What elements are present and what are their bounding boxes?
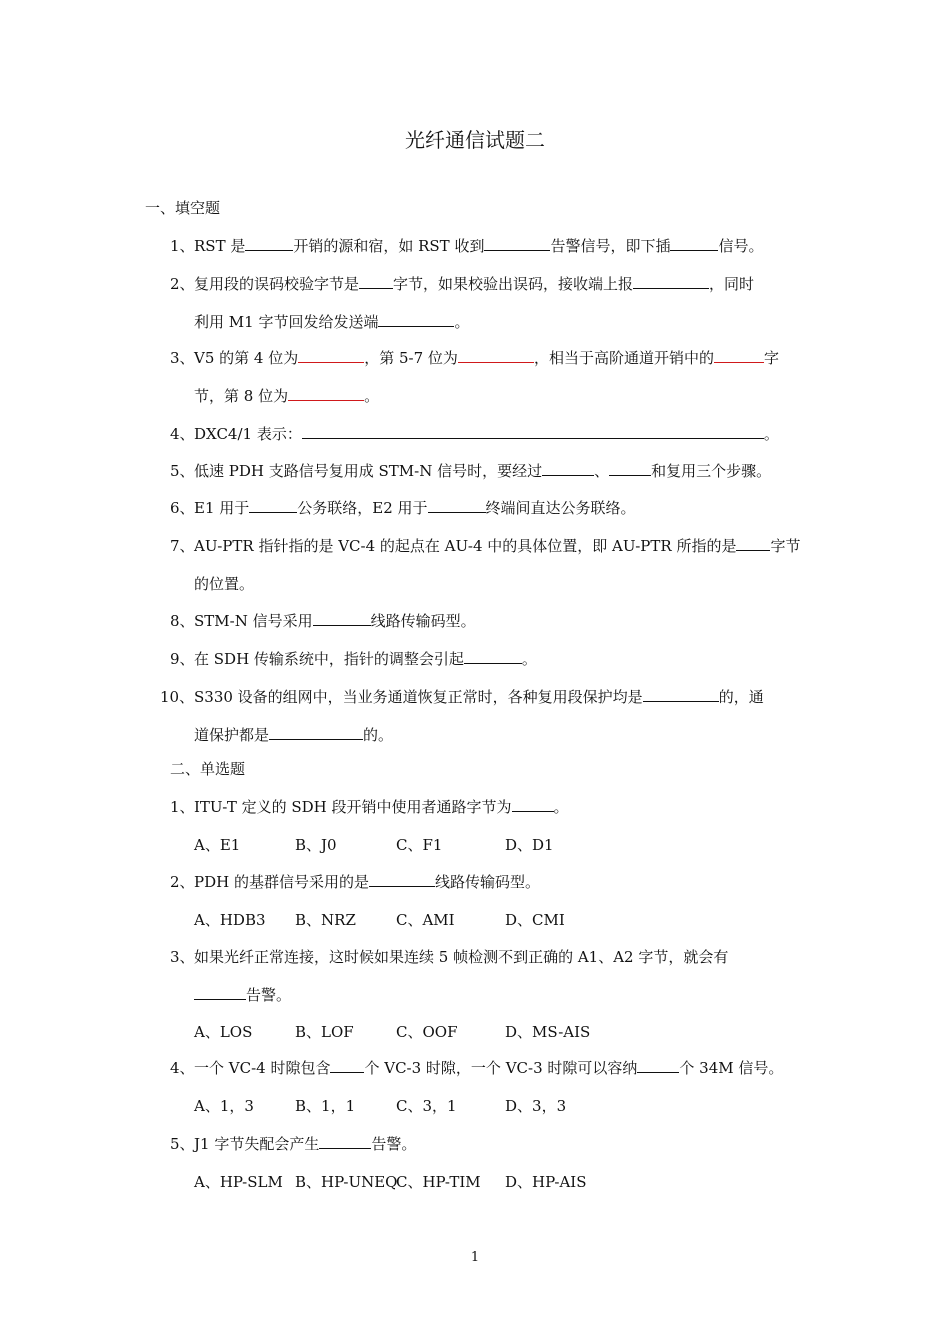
question-text: 。 <box>553 798 569 816</box>
question-text: 利用 M1 字节回发给发送端 <box>194 312 379 331</box>
answer-blank[interactable] <box>245 236 293 251</box>
question-text: 。 <box>364 386 380 405</box>
question-text: RST 是 <box>194 237 246 255</box>
option-d[interactable]: D、3，3 <box>505 1096 567 1115</box>
answer-blank[interactable] <box>269 725 363 740</box>
question-number: 10、 <box>160 688 195 706</box>
answer-blank[interactable] <box>484 236 550 251</box>
question-text: 告警。 <box>371 1135 417 1153</box>
question-text: ，相当于高阶通道开销中的 <box>533 349 714 367</box>
question-text: S330 设备的组网中，当业务通道恢复正常时，各种复用段保护均是 <box>194 688 643 706</box>
answer-blank[interactable] <box>609 461 651 476</box>
question-text: 告警。 <box>246 985 292 1004</box>
answer-blank[interactable] <box>736 536 770 551</box>
question-text: 和复用三个步骤。 <box>651 462 772 480</box>
question-number: 9、 <box>170 650 195 668</box>
question-text: 。 <box>763 425 779 443</box>
question-number: 1、 <box>170 798 195 816</box>
answer-blank[interactable] <box>670 236 718 251</box>
option-d[interactable]: D、MS-AIS <box>505 1023 591 1041</box>
question-line <box>194 611 476 631</box>
question-number: 5、 <box>170 462 195 480</box>
question-text: 字 <box>763 349 779 367</box>
question-number: 3、 <box>170 948 195 966</box>
answer-blank[interactable] <box>378 312 454 327</box>
document-title: 光纤通信试题二 <box>405 128 545 152</box>
answer-blank[interactable] <box>512 797 554 812</box>
section-heading: 一、填空题 <box>145 199 221 217</box>
question-text: DXC4/1 表示： <box>194 425 302 443</box>
question-continuation <box>194 574 254 594</box>
option-b[interactable]: B、J0 <box>295 835 337 854</box>
question-text: 的，通 <box>718 688 764 706</box>
question-text: 开销的源和宿，如 RST 收到 <box>293 237 485 255</box>
question-text: 的位置。 <box>194 574 255 593</box>
question-continuation <box>194 386 379 406</box>
question-number: 6、 <box>170 499 195 517</box>
question-text: 个 34M 信号。 <box>679 1059 784 1077</box>
answer-blank[interactable] <box>714 348 764 363</box>
question-continuation <box>194 985 291 1005</box>
question-line <box>194 536 800 556</box>
question-text: 字节 <box>770 537 801 555</box>
question-number: 2、 <box>170 275 195 293</box>
question-line <box>194 649 537 669</box>
answer-blank[interactable] <box>633 274 709 289</box>
question-line <box>194 236 764 256</box>
question-number: 5、 <box>170 1135 195 1153</box>
question-text: 、 <box>594 462 610 480</box>
answer-blank[interactable] <box>249 498 297 513</box>
question-continuation <box>194 312 469 332</box>
answer-blank[interactable] <box>298 348 364 363</box>
question-text: AU-PTR 指针指的是 VC-4 的起点在 AU-4 中的具体位置，即 AU-PTR 所指的是 <box>194 537 737 555</box>
option-b[interactable]: B、LOF <box>295 1023 354 1041</box>
question-text: 复用段的误码校验字节是 <box>194 275 360 293</box>
question-number: 8、 <box>170 612 195 630</box>
answer-blank[interactable] <box>643 687 719 702</box>
question-text: STM-N 信号采用 <box>194 612 313 630</box>
question-text: 公务联络，E2 用于 <box>297 499 428 517</box>
question-text: 告警信号，即下插 <box>550 237 671 255</box>
question-text: E1 用于 <box>194 499 250 517</box>
option-d[interactable]: D、CMI <box>505 910 565 929</box>
question-text: ITU-T 定义的 SDH 段开销中使用者通路字节为 <box>194 798 512 816</box>
question-number: 1、 <box>170 237 195 255</box>
question-line <box>194 687 764 707</box>
question-line <box>194 1058 783 1078</box>
option-c[interactable]: C、3，1 <box>396 1096 457 1115</box>
question-text: 道保护都是 <box>194 725 270 744</box>
question-line <box>194 498 636 518</box>
question-text: PDH 的基群信号采用的是 <box>194 873 369 891</box>
option-b[interactable]: B、HP-UNEQ <box>295 1172 398 1191</box>
option-b[interactable]: B、1，1 <box>295 1096 356 1115</box>
question-text: 信号。 <box>718 237 764 255</box>
question-line <box>194 424 779 444</box>
answer-blank[interactable] <box>288 386 364 401</box>
answer-blank[interactable] <box>458 348 534 363</box>
question-text: 字节，如果校验出误码，接收端上报 <box>393 275 634 293</box>
option-c[interactable]: C、OOF <box>396 1023 458 1041</box>
option-b[interactable]: B、NRZ <box>295 910 356 929</box>
question-line <box>194 797 569 817</box>
option-a[interactable]: A、LOS <box>194 1023 253 1041</box>
question-text: ，同时 <box>709 275 755 293</box>
question-text: 节，第 8 位为 <box>194 386 289 405</box>
answer-blank[interactable] <box>428 498 486 513</box>
answer-blank[interactable] <box>194 985 246 1000</box>
section-heading: 二、单选题 <box>170 760 246 778</box>
question-continuation <box>194 725 393 745</box>
option-c[interactable]: C、HP-TIM <box>396 1172 481 1191</box>
answer-blank[interactable] <box>637 1058 679 1073</box>
question-number: 2、 <box>170 873 195 891</box>
question-line <box>194 1134 416 1154</box>
option-c[interactable]: C、F1 <box>396 835 443 854</box>
question-line <box>194 872 540 892</box>
question-text: 一个 VC-4 时隙包含 <box>194 1059 331 1077</box>
option-d[interactable]: D、HP-AIS <box>505 1172 587 1191</box>
question-text: 低速 PDH 支路信号复用成 STM-N 信号时，要经过 <box>194 462 543 480</box>
option-a[interactable]: A、HP-SLM <box>194 1172 283 1191</box>
question-text: V5 的第 4 位为 <box>194 349 299 367</box>
answer-blank[interactable] <box>369 872 435 887</box>
option-c[interactable]: C、AMI <box>396 910 455 929</box>
option-a[interactable]: A、HDB3 <box>194 910 266 929</box>
answer-blank[interactable] <box>313 611 371 626</box>
question-line <box>194 274 754 294</box>
question-text: 在 SDH 传输系统中，指针的调整会引起 <box>194 650 464 668</box>
answer-blank[interactable] <box>319 1134 371 1149</box>
answer-blank[interactable] <box>464 649 522 664</box>
question-number: 7、 <box>170 537 195 555</box>
answer-blank[interactable] <box>330 1058 364 1073</box>
question-text: ，第 5-7 位为 <box>364 349 458 367</box>
option-a[interactable]: A、1，3 <box>194 1096 254 1115</box>
question-text: 终端间直达公务联络。 <box>485 499 636 517</box>
question-text: J1 字节失配会产生 <box>194 1135 320 1153</box>
question-text: 线路传输码型。 <box>434 873 540 891</box>
question-text: 。 <box>521 650 537 668</box>
question-number: 4、 <box>170 1059 195 1077</box>
question-text: 的。 <box>363 725 394 744</box>
question-number: 3、 <box>170 349 195 367</box>
question-line <box>194 461 771 481</box>
answer-blank[interactable] <box>542 461 594 476</box>
option-d[interactable]: D、D1 <box>505 835 554 854</box>
question-line <box>194 348 779 368</box>
question-text: 线路传输码型。 <box>370 612 476 630</box>
question-text: 个 VC-3 时隙，一个 VC-3 时隙可以容纳 <box>364 1059 638 1077</box>
question-number: 4、 <box>170 425 195 443</box>
question-line <box>194 947 728 967</box>
question-text: 。 <box>454 312 470 331</box>
question-text: 如果光纤正常连接，这时候如果连续 5 帧检测不到正确的 A1、A2 字节，就会有 <box>194 948 729 966</box>
page-number: 1 <box>470 1250 480 1265</box>
answer-blank[interactable] <box>302 424 764 439</box>
option-a[interactable]: A、E1 <box>194 835 241 854</box>
answer-blank[interactable] <box>359 274 393 289</box>
